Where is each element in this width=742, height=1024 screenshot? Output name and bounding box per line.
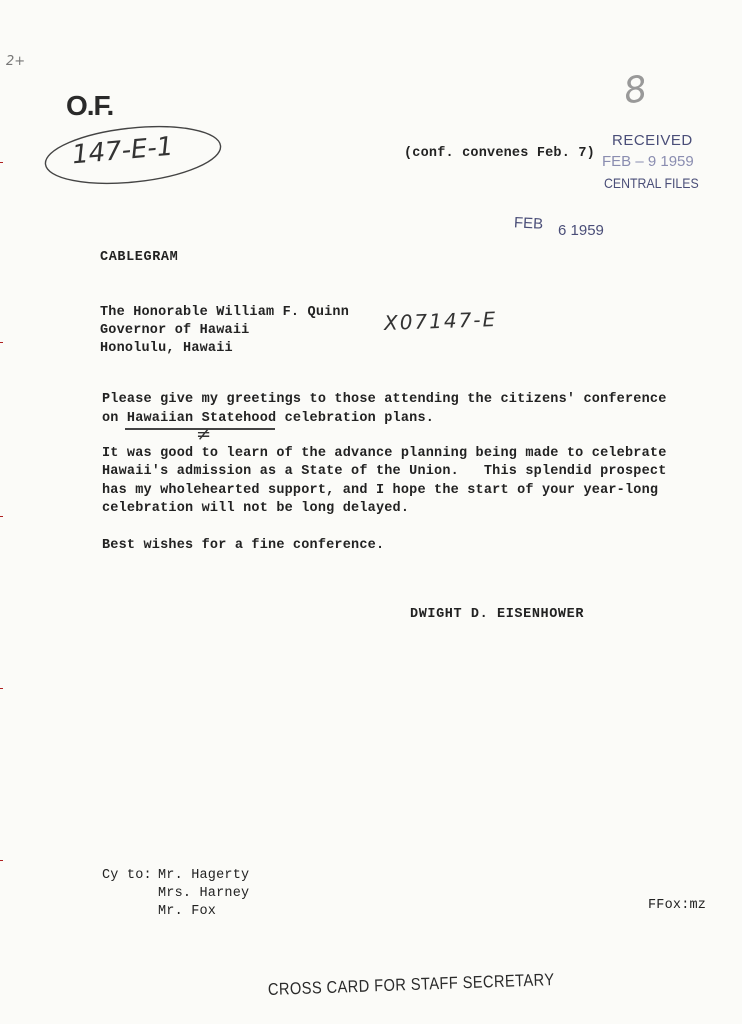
document-type-heading: CABLEGRAM	[100, 250, 179, 265]
body-paragraph-2-line-1: It was good to learn of the advance planning being made to celebrate	[102, 446, 667, 461]
margin-tick	[0, 162, 3, 163]
body-paragraph-2-line-2: Hawaii's admission as a State of the Union. This splendid prospect	[102, 464, 667, 479]
copy-recipient: Mrs. Harney	[158, 886, 250, 901]
handwritten-mark: 8	[621, 68, 650, 113]
received-stamp-title: RECEIVED	[612, 132, 693, 149]
body-paragraph-2-line-4: celebration will not be long delayed.	[102, 501, 410, 516]
signature-block: DWIGHT D. EISENHOWER	[410, 607, 585, 622]
cross-card-stamp: CROSS CARD FOR STAFF SECRETARY	[267, 970, 555, 999]
addressee-name: The Honorable William F. Quinn	[100, 305, 350, 320]
body-paragraph-1-line-1: Please give my greetings to those attending the citizens' conference	[102, 392, 667, 407]
margin-tick	[0, 342, 3, 343]
received-stamp-date: FEB – 9 1959	[602, 153, 694, 170]
body-paragraph-2-line-3: has my wholehearted support, and I hope the start of your year-long	[102, 483, 659, 498]
addressee-location: Honolulu, Hawaii	[100, 341, 233, 356]
addressee-title: Governor of Hawaii	[100, 323, 250, 338]
margin-note: 2+	[6, 54, 26, 69]
body-paragraph-1-line-2: on Hawaiian Statehood celebration plans.	[102, 411, 435, 426]
handwritten-file-reference: X07147-E	[383, 307, 498, 335]
conference-note: (conf. convenes Feb. 7)	[404, 146, 595, 161]
margin-tick	[0, 516, 3, 517]
date-stamp-day-year: 6 1959	[558, 222, 604, 239]
of-label: O.F.	[66, 90, 114, 121]
circled-file-number: 147-E-1	[70, 131, 175, 171]
date-stamp-month: FEB	[513, 214, 544, 233]
typist-initials: FFox:mz	[648, 898, 707, 913]
margin-tick	[0, 688, 3, 689]
copies-label: Cy to:	[102, 868, 152, 883]
received-stamp-office: CENTRAL FILES	[604, 175, 699, 191]
copy-recipient: Mr. Fox	[158, 904, 217, 919]
body-paragraph-3: Best wishes for a fine conference.	[102, 538, 385, 553]
copy-recipient: Mr. Hagerty	[158, 868, 250, 883]
margin-tick	[0, 860, 3, 861]
handwritten-hash-mark: ≠	[196, 424, 212, 445]
